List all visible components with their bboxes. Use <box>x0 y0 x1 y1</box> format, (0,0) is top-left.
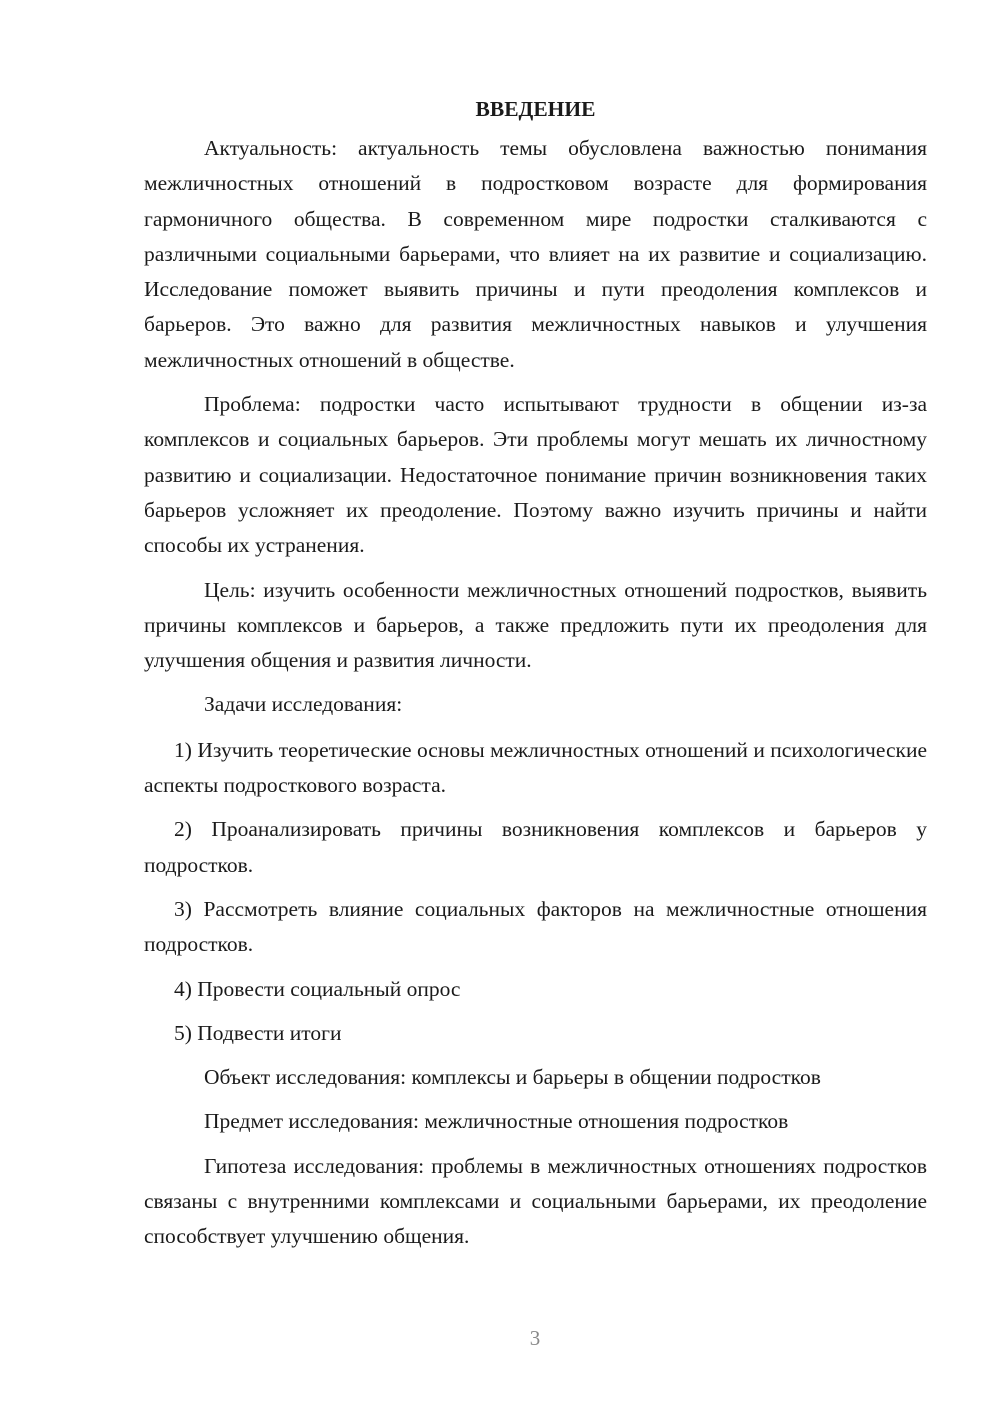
page-number: 3 <box>529 1326 541 1350</box>
relevance-paragraph: Актуальность: актуальность темы обусловлена важностью понимания межличностных отношений в подростковом возрасте для формирования гармоничного общества. В современном мире подростки сталкиваются с различными социальными барьерами, что влияет на их развитие и социализацию. Исследование поможет выявить причины и пути преодоления комплексов и барьеров. Это важно для развития межличностных навыков и улучшения межличностных отношений в обществе. <box>144 136 927 372</box>
goal-paragraph: Цель: изучить особенности межличностных отношений подростков, выявить причины комплексов и барьеров, а также предложить пути их преодоления для улучшения общения и развития личности. <box>144 577 927 673</box>
hypothesis-paragraph: Гипотеза исследования: проблемы в межличностных отношениях подростков связаны с внутренними комплексами и социальными барьерами, их преодоление способствует улучшению общения. <box>144 1153 927 1249</box>
task-item-4: 4) Провести социальный опрос <box>174 976 461 1001</box>
task-item-2: 2) Проанализировать причины возникновения комплексов и барьеров у подростков. <box>144 817 927 877</box>
task-item-3: 3) Рассмотреть влияние социальных факторов на межличностные отношения подростков. <box>144 896 927 957</box>
subject-paragraph: Предмет исследования: межличностные отношения подростков <box>204 1109 789 1134</box>
object-paragraph: Объект исследования: комплексы и барьеры в общении подростков <box>204 1065 821 1090</box>
task-item-1: 1) Изучить теоретические основы межличностных отношений и психологические аспекты подросткового возраста. <box>144 737 927 798</box>
page-title: ВВЕДЕНИЕ <box>475 97 596 121</box>
document-page <box>144 92 927 1264</box>
tasks-heading: Задачи исследования: <box>204 692 403 717</box>
problem-paragraph: Проблема: подростки часто испытывают трудности в общении из-за комплексов и социальных барьеров. Эти проблемы могут мешать их личностному развитию и социализации. Недостаточное понимание причин возникновения таких барьеров усложняет их преодоление. Поэтому важно изучить причины и найти способы их устранения. <box>144 392 927 558</box>
task-item-5: 5) Подвести итоги <box>174 1020 342 1045</box>
